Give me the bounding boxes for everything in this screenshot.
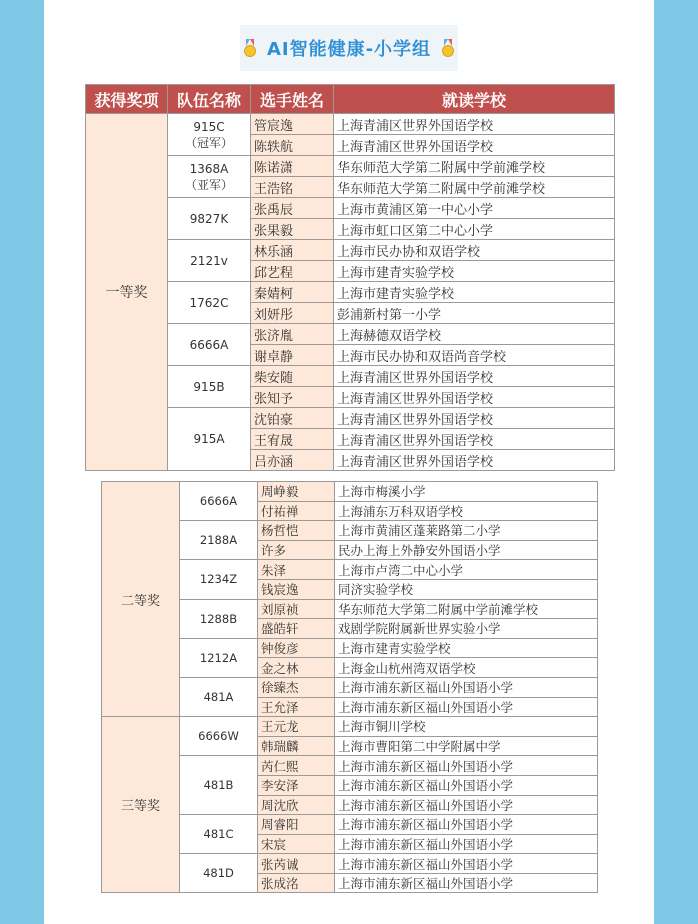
table-row <box>86 114 615 135</box>
school-name: 彭浦新村第一小学 <box>334 303 615 324</box>
team-note: （冠军） <box>184 135 233 150</box>
player-name: 金之林 <box>258 658 335 678</box>
player-name: 陈诺潇 <box>251 156 334 177</box>
school-name: 上海青浦区世界外国语学校 <box>334 366 615 387</box>
second-third-prize-table <box>101 481 598 893</box>
team-id: 2188A <box>199 533 238 548</box>
school-name: 上海青浦区世界外国语学校 <box>334 387 615 408</box>
school-name: 华东师范大学第二附属中学前滩学校 <box>335 599 598 619</box>
team-note: （亚军） <box>184 177 233 192</box>
team-cell <box>180 815 258 854</box>
player-name: 许多 <box>258 540 335 560</box>
player-name: 邱艺程 <box>251 261 334 282</box>
school-name: 上海市梅溪小学 <box>335 482 598 502</box>
team-id: 481D <box>203 866 234 881</box>
school-name: 上海市浦东新区福山外国语小学 <box>335 697 598 717</box>
player-name: 沈铂豪 <box>251 408 334 429</box>
school-name: 上海青浦区世界外国语学校 <box>334 114 615 135</box>
school-name: 上海浦东万科双语学校 <box>335 501 598 521</box>
school-name: 上海市民办协和双语尚音学校 <box>334 345 615 366</box>
team-cell <box>180 482 258 521</box>
team-id: 481A <box>203 690 234 705</box>
title-banner <box>240 25 458 71</box>
header-award: 获得奖项 <box>86 85 168 114</box>
player-name: 张济胤 <box>251 324 334 345</box>
player-name: 陈轶航 <box>251 135 334 156</box>
team-cell <box>168 324 251 366</box>
player-name: 王浩铭 <box>251 177 334 198</box>
school-name: 上海青浦区世界外国语学校 <box>334 450 615 471</box>
player-name: 王元龙 <box>258 717 335 737</box>
page-title: AI智能健康-小学组 <box>266 39 432 60</box>
school-name: 上海市浦东新区福山外国语小学 <box>335 795 598 815</box>
school-name: 同济实验学校 <box>335 579 598 599</box>
player-name: 付祐禅 <box>258 501 335 521</box>
right-side-band <box>654 0 698 924</box>
team-id: 2121v <box>190 253 228 268</box>
school-name: 上海赫德双语学校 <box>334 324 615 345</box>
team-cell <box>168 240 251 282</box>
team-cell <box>180 638 258 677</box>
player-name: 刘原祯 <box>258 599 335 619</box>
school-name: 上海市卢湾二中心小学 <box>335 560 598 580</box>
school-name: 上海市浦东新区福山外国语小学 <box>335 677 598 697</box>
school-name: 华东师范大学第二附属中学前滩学校 <box>334 177 615 198</box>
header-team: 队伍名称 <box>168 85 251 114</box>
team-id: 915B <box>193 379 225 394</box>
school-name: 戏剧学院附属新世界实验小学 <box>335 619 598 639</box>
team-id: 9827K <box>189 211 229 226</box>
player-name: 钟俊彦 <box>258 638 335 658</box>
player-name: 张芮诚 <box>258 854 335 874</box>
school-name: 上海青浦区世界外国语学校 <box>334 135 615 156</box>
team-cell <box>168 282 251 324</box>
school-name: 上海市浦东新区福山外国语小学 <box>335 834 598 854</box>
player-name: 周沈欣 <box>258 795 335 815</box>
player-name: 林乐涵 <box>251 240 334 261</box>
team-id: 1234Z <box>199 572 238 587</box>
team-id: 6666W <box>198 729 239 744</box>
player-name: 王宥晟 <box>251 429 334 450</box>
player-name: 张成洺 <box>258 873 335 893</box>
team-cell <box>180 717 258 756</box>
medal-icon <box>441 39 455 57</box>
school-name: 上海市浦东新区福山外国语小学 <box>335 775 598 795</box>
school-name: 上海市建青实验学校 <box>334 261 615 282</box>
team-id: 1368A <box>189 161 229 176</box>
table-row <box>102 717 598 737</box>
player-name: 杨哲恺 <box>258 521 335 541</box>
player-name: 周睿阳 <box>258 815 335 835</box>
header-school: 就读学校 <box>334 85 615 114</box>
player-name: 张禹辰 <box>251 198 334 219</box>
player-name: 徐臻杰 <box>258 677 335 697</box>
player-name: 李安泽 <box>258 775 335 795</box>
player-name: 张果毅 <box>251 219 334 240</box>
school-name: 上海青浦区世界外国语学校 <box>334 429 615 450</box>
school-name: 上海市浦东新区福山外国语小学 <box>335 756 598 776</box>
team-cell <box>180 560 258 599</box>
team-id: 6666A <box>199 494 238 509</box>
team-cell <box>168 408 251 471</box>
team-cell <box>168 156 251 198</box>
team-cell <box>168 366 251 408</box>
player-name: 盛皓轩 <box>258 619 335 639</box>
medal-icon <box>243 39 257 57</box>
first-prize-table <box>85 84 615 471</box>
team-cell <box>180 521 258 560</box>
player-name: 宋宸 <box>258 834 335 854</box>
player-name: 朱泽 <box>258 560 335 580</box>
team-cell <box>168 198 251 240</box>
player-name: 柴安随 <box>251 366 334 387</box>
school-name: 上海青浦区世界外国语学校 <box>334 408 615 429</box>
team-id: 481C <box>203 827 234 842</box>
award-cell: 一等奖 <box>86 114 168 471</box>
team-cell <box>180 599 258 638</box>
player-name: 秦婧柯 <box>251 282 334 303</box>
school-name: 上海市浦东新区福山外国语小学 <box>335 815 598 835</box>
team-id: 915A <box>193 432 225 446</box>
school-name: 上海市曹阳第二中学附属中学 <box>335 736 598 756</box>
team-cell <box>180 677 258 716</box>
school-name: 上海市建青实验学校 <box>334 282 615 303</box>
team-cell <box>180 756 258 815</box>
player-name: 吕亦涵 <box>251 450 334 471</box>
school-name: 民办上海上外静安外国语小学 <box>335 540 598 560</box>
team-id: 1212A <box>199 650 238 665</box>
player-name: 钱宸逸 <box>258 579 335 599</box>
table-row <box>102 482 598 502</box>
school-name: 华东师范大学第二附属中学前滩学校 <box>334 156 615 177</box>
award-cell: 三等奖 <box>102 717 180 893</box>
team-id: 915C <box>193 119 225 134</box>
school-name: 上海市浦东新区福山外国语小学 <box>335 873 598 893</box>
team-id: 1762C <box>189 295 229 310</box>
first-prize-body <box>86 114 615 471</box>
school-name: 上海市建青实验学校 <box>335 638 598 658</box>
school-name: 上海市浦东新区福山外国语小学 <box>335 854 598 874</box>
player-name: 韩瑞麟 <box>258 736 335 756</box>
school-name: 上海市虹口区第二中心小学 <box>334 219 615 240</box>
team-cell <box>180 854 258 893</box>
school-name: 上海市黄浦区第一中心小学 <box>334 198 615 219</box>
player-name: 管宸逸 <box>251 114 334 135</box>
school-name: 上海金山杭州湾双语学校 <box>335 658 598 678</box>
player-name: 王允泽 <box>258 697 335 717</box>
team-cell <box>168 114 251 156</box>
team-id: 481B <box>203 778 234 793</box>
team-id: 1288B <box>199 611 238 626</box>
second-third-prize-body <box>102 482 598 893</box>
player-name: 刘妍彤 <box>251 303 334 324</box>
school-name: 上海市民办协和双语学校 <box>334 240 615 261</box>
header-name: 选手姓名 <box>251 85 334 114</box>
school-name: 上海市黄浦区蓬莱路第二小学 <box>335 521 598 541</box>
player-name: 张知予 <box>251 387 334 408</box>
school-name: 上海市铜川学校 <box>335 717 598 737</box>
left-side-band <box>0 0 44 924</box>
player-name: 谢卓静 <box>251 345 334 366</box>
player-name: 芮仁熙 <box>258 756 335 776</box>
table-header-row <box>86 85 615 114</box>
team-id: 6666A <box>189 337 229 352</box>
player-name: 周峥毅 <box>258 482 335 502</box>
award-cell: 二等奖 <box>102 482 180 717</box>
